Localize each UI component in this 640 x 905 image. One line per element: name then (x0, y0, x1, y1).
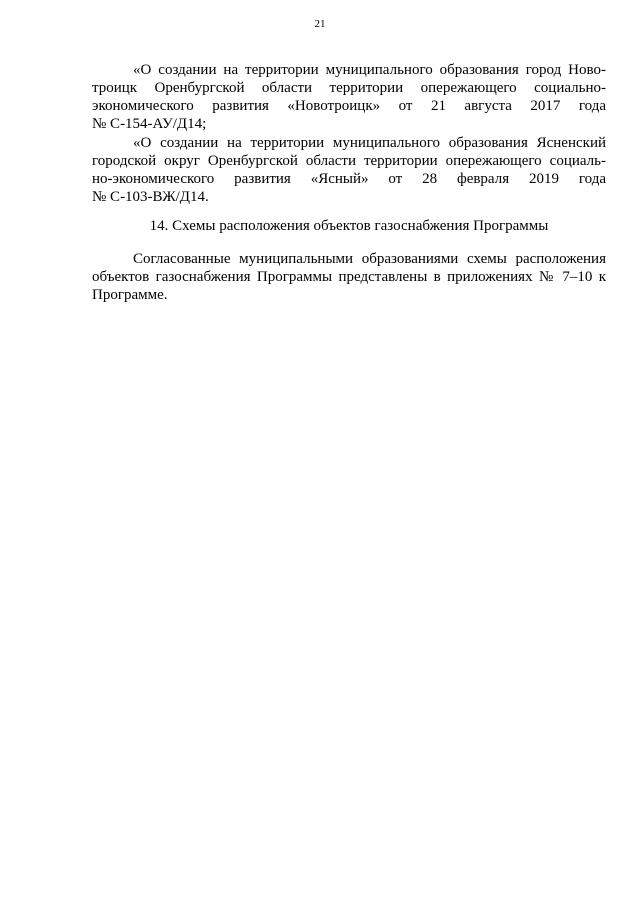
paragraph-line: «О создании на территории муниципального образования город Ново- (133, 62, 606, 78)
paragraph-line: экономического развития «Новотроицк» от 21 августа 2017 года (92, 98, 606, 114)
paragraph-line: № С-154-АУ/Д14; (92, 116, 207, 132)
paragraph-line: Программе. (92, 287, 168, 303)
section-heading: 14. Схемы расположения объектов газоснабжения Программы (149, 218, 549, 234)
paragraph-line: объектов газоснабжения Программы представлены в приложениях № 7–10 к (92, 269, 606, 285)
paragraph-line: Согласованные муниципальными образованиями схемы расположения (133, 251, 606, 267)
paragraph-line: городской округ Оренбургской области территории опережающего социаль- (92, 153, 606, 169)
page-number: 21 (314, 18, 326, 30)
paragraph-line: «О создании на территории муниципального образования Ясненский (133, 135, 606, 151)
paragraph-line: троицк Оренбургской области территории опережающего социально- (92, 80, 606, 96)
paragraph-line: но-экономического развития «Ясный» от 28 февраля 2019 года (92, 171, 606, 187)
paragraph-line: № С-103-ВЖ/Д14. (92, 189, 209, 205)
